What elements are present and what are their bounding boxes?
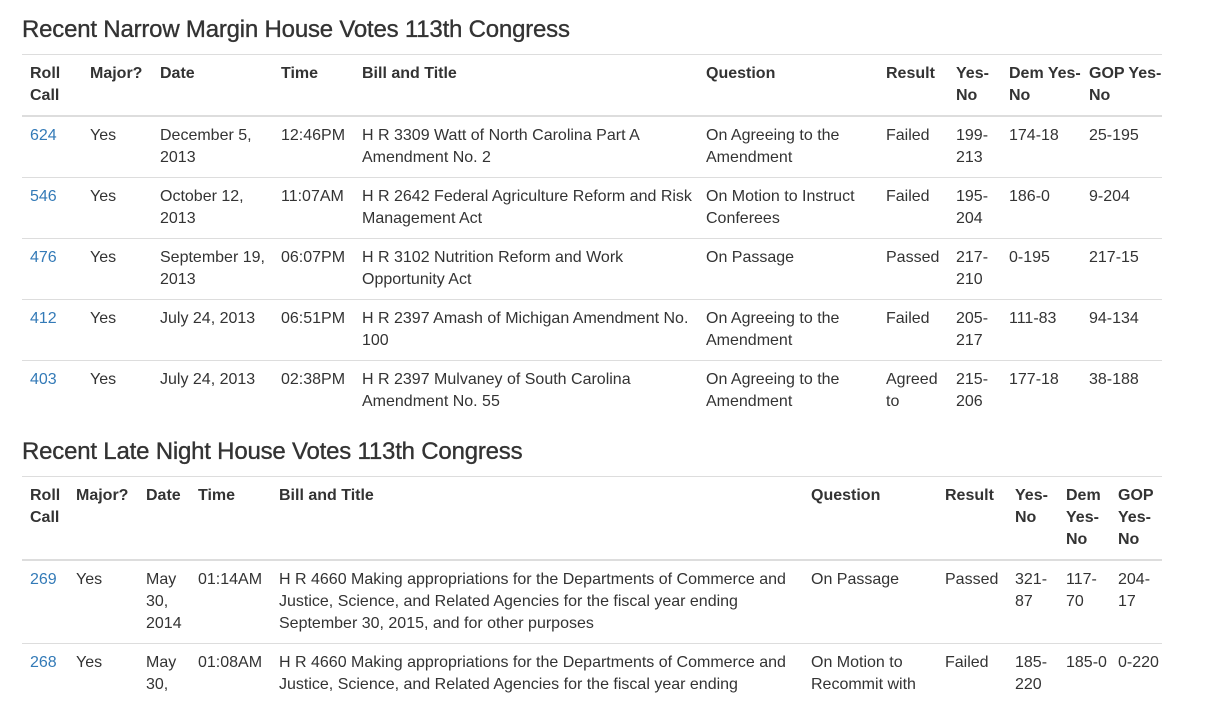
question-cell: On Agreeing to the Amendment bbox=[698, 361, 878, 422]
header-result: Result bbox=[878, 55, 948, 117]
time-cell: 02:38PM bbox=[273, 361, 354, 422]
late-night-title: Recent Late Night House Votes 113th Congress bbox=[22, 438, 1162, 466]
bill-cell: H R 4660 Making appropriations for the Departments of Commerce and Justice, Science, and Related Agencies for the fiscal year ending bbox=[271, 644, 803, 704]
question-cell: On Passage bbox=[698, 239, 878, 300]
header-bill-title: Bill and Title bbox=[354, 55, 698, 117]
time-cell: 06:07PM bbox=[273, 239, 354, 300]
header-gop-yes-no: GOP Yes-No bbox=[1081, 55, 1162, 117]
dem-cell: 177-18 bbox=[1001, 361, 1081, 422]
table-row bbox=[22, 239, 1162, 300]
time-cell: 11:07AM bbox=[273, 178, 354, 239]
table-row bbox=[22, 300, 1162, 361]
gop-cell: 38-188 bbox=[1081, 361, 1162, 422]
header-gop-yes-no: GOP Yes-No bbox=[1110, 477, 1162, 561]
bill-cell: H R 2397 Amash of Michigan Amendment No. 100 bbox=[354, 300, 698, 361]
date-cell: July 24, 2013 bbox=[152, 361, 273, 422]
gop-cell: 9-204 bbox=[1081, 178, 1162, 239]
table-row bbox=[22, 560, 1162, 644]
time-cell: 01:08AM bbox=[190, 644, 271, 704]
yes-no-cell: 205-217 bbox=[948, 300, 1001, 361]
table-header-row bbox=[22, 55, 1162, 117]
time-cell: 01:14AM bbox=[190, 560, 271, 644]
table-row bbox=[22, 644, 1162, 704]
yes-no-cell: 215-206 bbox=[948, 361, 1001, 422]
major-cell: Yes bbox=[68, 644, 138, 704]
header-time: Time bbox=[273, 55, 354, 117]
yes-no-cell: 195-204 bbox=[948, 178, 1001, 239]
yes-no-cell: 321-87 bbox=[1007, 560, 1058, 644]
major-cell: Yes bbox=[82, 178, 152, 239]
gop-cell: 94-134 bbox=[1081, 300, 1162, 361]
header-major: Major? bbox=[82, 55, 152, 117]
date-cell: May 30, bbox=[138, 644, 190, 704]
time-cell: 06:51PM bbox=[273, 300, 354, 361]
header-question: Question bbox=[698, 55, 878, 117]
roll-call-link[interactable]: 624 bbox=[30, 127, 57, 144]
header-major: Major? bbox=[68, 477, 138, 561]
time-cell: 12:46PM bbox=[273, 116, 354, 178]
header-roll-call: Roll Call bbox=[22, 55, 82, 117]
gop-cell: 217-15 bbox=[1081, 239, 1162, 300]
dem-cell: 0-195 bbox=[1001, 239, 1081, 300]
header-yes-no: Yes-No bbox=[948, 55, 1001, 117]
question-cell: On Agreeing to the Amendment bbox=[698, 116, 878, 178]
result-cell: Failed bbox=[878, 178, 948, 239]
gop-cell: 25-195 bbox=[1081, 116, 1162, 178]
major-cell: Yes bbox=[82, 239, 152, 300]
date-cell: September 19, 2013 bbox=[152, 239, 273, 300]
roll-call-link[interactable]: 403 bbox=[30, 371, 57, 388]
narrow-margin-table bbox=[22, 54, 1162, 421]
table-row bbox=[22, 116, 1162, 178]
result-cell: Failed bbox=[878, 116, 948, 178]
question-cell: On Motion to Instruct Conferees bbox=[698, 178, 878, 239]
question-cell: On Motion to Recommit with bbox=[803, 644, 937, 704]
roll-call-link[interactable]: 268 bbox=[30, 654, 57, 671]
late-night-table bbox=[22, 476, 1162, 704]
roll-call-link[interactable]: 476 bbox=[30, 249, 57, 266]
header-time: Time bbox=[190, 477, 271, 561]
question-cell: On Passage bbox=[803, 560, 937, 644]
roll-call-link[interactable]: 269 bbox=[30, 571, 57, 588]
bill-cell: H R 2397 Mulvaney of South Carolina Amendment No. 55 bbox=[354, 361, 698, 422]
header-dem-yes-no: Dem Yes-No bbox=[1001, 55, 1081, 117]
header-date: Date bbox=[138, 477, 190, 561]
narrow-margin-section bbox=[22, 16, 1162, 421]
bill-cell: H R 4660 Making appropriations for the Departments of Commerce and Justice, Science, and Related Agencies for the fiscal year ending September 30, 2015, and for other purposes bbox=[271, 560, 803, 644]
date-cell: October 12, 2013 bbox=[152, 178, 273, 239]
question-cell: On Agreeing to the Amendment bbox=[698, 300, 878, 361]
dem-cell: 117-70 bbox=[1058, 560, 1110, 644]
header-result: Result bbox=[937, 477, 1007, 561]
header-roll-call: Roll Call bbox=[22, 477, 68, 561]
result-cell: Passed bbox=[878, 239, 948, 300]
header-dem-yes-no: Dem Yes-No bbox=[1058, 477, 1110, 561]
date-cell: July 24, 2013 bbox=[152, 300, 273, 361]
header-question: Question bbox=[803, 477, 937, 561]
dem-cell: 174-18 bbox=[1001, 116, 1081, 178]
gop-cell: 0-220 bbox=[1110, 644, 1162, 704]
roll-call-link[interactable]: 546 bbox=[30, 188, 57, 205]
result-cell: Agreed to bbox=[878, 361, 948, 422]
table-row bbox=[22, 178, 1162, 239]
major-cell: Yes bbox=[82, 116, 152, 178]
yes-no-cell: 185-220 bbox=[1007, 644, 1058, 704]
gop-cell: 204-17 bbox=[1110, 560, 1162, 644]
dem-cell: 111-83 bbox=[1001, 300, 1081, 361]
bill-cell: H R 3309 Watt of North Carolina Part A Amendment No. 2 bbox=[354, 116, 698, 178]
bill-cell: H R 2642 Federal Agriculture Reform and Risk Management Act bbox=[354, 178, 698, 239]
yes-no-cell: 217-210 bbox=[948, 239, 1001, 300]
result-cell: Failed bbox=[878, 300, 948, 361]
result-cell: Failed bbox=[937, 644, 1007, 704]
bill-cell: H R 3102 Nutrition Reform and Work Opportunity Act bbox=[354, 239, 698, 300]
dem-cell: 185-0 bbox=[1058, 644, 1110, 704]
date-cell: May 30, 2014 bbox=[138, 560, 190, 644]
table-header-row bbox=[22, 477, 1162, 561]
header-date: Date bbox=[152, 55, 273, 117]
major-cell: Yes bbox=[82, 361, 152, 422]
dem-cell: 186-0 bbox=[1001, 178, 1081, 239]
yes-no-cell: 199-213 bbox=[948, 116, 1001, 178]
major-cell: Yes bbox=[82, 300, 152, 361]
roll-call-link[interactable]: 412 bbox=[30, 310, 57, 327]
late-night-section bbox=[22, 438, 1162, 704]
narrow-margin-title: Recent Narrow Margin House Votes 113th Congress bbox=[22, 16, 1162, 44]
date-cell: December 5, 2013 bbox=[152, 116, 273, 178]
table-row bbox=[22, 361, 1162, 422]
header-yes-no: Yes-No bbox=[1007, 477, 1058, 561]
result-cell: Passed bbox=[937, 560, 1007, 644]
header-bill-title: Bill and Title bbox=[271, 477, 803, 561]
major-cell: Yes bbox=[68, 560, 138, 644]
